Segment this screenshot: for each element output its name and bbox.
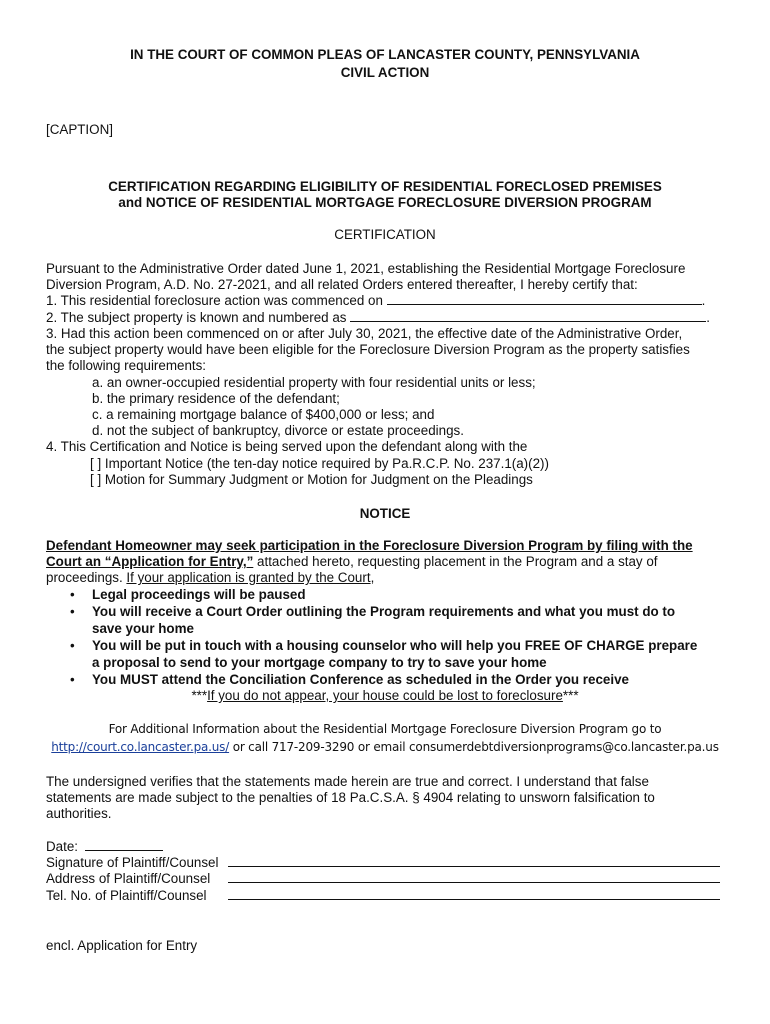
address-blank[interactable] (228, 870, 720, 883)
signature-label: Signature of Plaintiff/Counsel (46, 855, 219, 870)
requirement-c: c. a remaining mortgage balance of $400,000 or less; and (92, 407, 435, 422)
notice-paragraph-line3: proceedings. If your application is granted by the Court, (46, 570, 375, 585)
notice-bullet-4: You MUST attend the Conciliation Conference as scheduled in the Order you receive (92, 672, 629, 687)
telephone-blank[interactable] (228, 887, 720, 900)
certification-item-3-line3: the following requirements: (46, 358, 207, 373)
certification-intro-line2: Diversion Program, A.D. No. 27-2021, and all related Orders entered thereafter, I hereby certify that: (46, 277, 638, 292)
notice-paragraph-line1: Defendant Homeowner may seek participation in the Foreclosure Diversion Program by filing with the (46, 538, 693, 553)
info-line1: For Additional Information about the Residential Mortgage Foreclosure Diversion Program go to (108, 722, 662, 736)
verification-line3: authorities. (46, 806, 112, 821)
date-blank[interactable] (85, 838, 163, 851)
court-website-link[interactable]: http://court.co.lancaster.pa.us/ (51, 740, 230, 754)
requirement-a: a. an owner-occupied residential property with four residential units or less; (92, 375, 536, 390)
enclosure-note: encl. Application for Entry (46, 938, 198, 953)
requirement-d: d. not the subject of bankruptcy, divorce or estate proceedings. (92, 423, 464, 438)
telephone-label: Tel. No. of Plaintiff/Counsel (46, 888, 207, 903)
certification-intro-line1: Pursuant to the Administrative Order dated June 1, 2021, establishing the Residential Mortgage Foreclosure (46, 261, 686, 276)
verification-line1: The undersigned verifies that the statements made herein are true and correct. I understand that false (46, 774, 649, 789)
notice-heading: NOTICE (359, 506, 411, 521)
notice-bullet-3-line1: You will be put in touch with a housing counselor who will help you FREE OF CHARGE prepare (92, 638, 698, 653)
court-heading: IN THE COURT OF COMMON PLEAS OF LANCASTER COUNTY, PENNSYLVANIA (130, 47, 640, 62)
civil-action-heading: CIVIL ACTION (340, 65, 430, 80)
notice-bullet-3-line2: a proposal to send to your mortgage company to try to save your home (92, 655, 547, 670)
certification-item-2: 2. The subject property is known and numbered as . (46, 310, 710, 325)
certification-item-1: 1. This residential foreclosure action was commenced on . (46, 293, 706, 308)
certification-item-3-line1: 3. Had this action been commenced on or after July 30, 2021, the effective date of the Administrative Order, (46, 326, 683, 341)
requirement-b: b. the primary residence of the defendant; (92, 391, 340, 406)
verification-line2: statements are made subject to the penalties of 18 Pa.C.S.A. § 4904 relating to unsworn falsification to (46, 790, 655, 805)
certification-item-3-line2: the subject property would have been eligible for the Foreclosure Diversion Program as the property satisfies (46, 342, 690, 357)
address-label: Address of Plaintiff/Counsel (46, 871, 211, 886)
bullet-dot-icon: • (70, 604, 75, 619)
notice-paragraph-line2: Court an “Application for Entry,” attached hereto, requesting placement in the Program and a stay of (46, 554, 658, 569)
checkbox-important-notice[interactable]: [ ] Important Notice (the ten-day notice required by Pa.R.C.P. No. 237.1(a)(2)) (90, 456, 549, 471)
notice-bullet-1: Legal proceedings will be paused (92, 587, 306, 602)
document-title-line2: and NOTICE OF RESIDENTIAL MORTGAGE FORECLOSURE DIVERSION PROGRAM (118, 195, 652, 210)
info-line2: http://court.co.lancaster.pa.us/ or call 717-209-3290 or email consumerdebtdiversionprograms@co.lancaster.pa.us (51, 740, 719, 754)
foreclosure-warning: ***If you do not appear, your house could be lost to foreclosure*** (191, 688, 579, 703)
checkbox-summary-judgment[interactable]: [ ] Motion for Summary Judgment or Motion for Judgment on the Pleadings (90, 472, 533, 487)
certification-heading: CERTIFICATION (334, 227, 436, 242)
date-line: Date: (46, 838, 163, 855)
signature-blank[interactable] (228, 854, 720, 867)
certification-item-4: 4. This Certification and Notice is being served upon the defendant along with the (46, 439, 528, 454)
property-address-blank[interactable] (350, 309, 706, 322)
commenced-date-blank[interactable] (387, 292, 702, 305)
bullet-dot-icon: • (70, 638, 75, 653)
bullet-dot-icon: • (70, 672, 75, 687)
caption-placeholder: [CAPTION] (46, 122, 113, 137)
bullet-dot-icon: • (70, 587, 75, 602)
notice-bullet-2-line1: You will receive a Court Order outlining the Program requirements and what you must do to (92, 604, 676, 619)
document-title-line1: CERTIFICATION REGARDING ELIGIBILITY OF RESIDENTIAL FORECLOSED PREMISES (108, 179, 662, 194)
notice-bullet-2-line2: save your home (92, 621, 194, 636)
